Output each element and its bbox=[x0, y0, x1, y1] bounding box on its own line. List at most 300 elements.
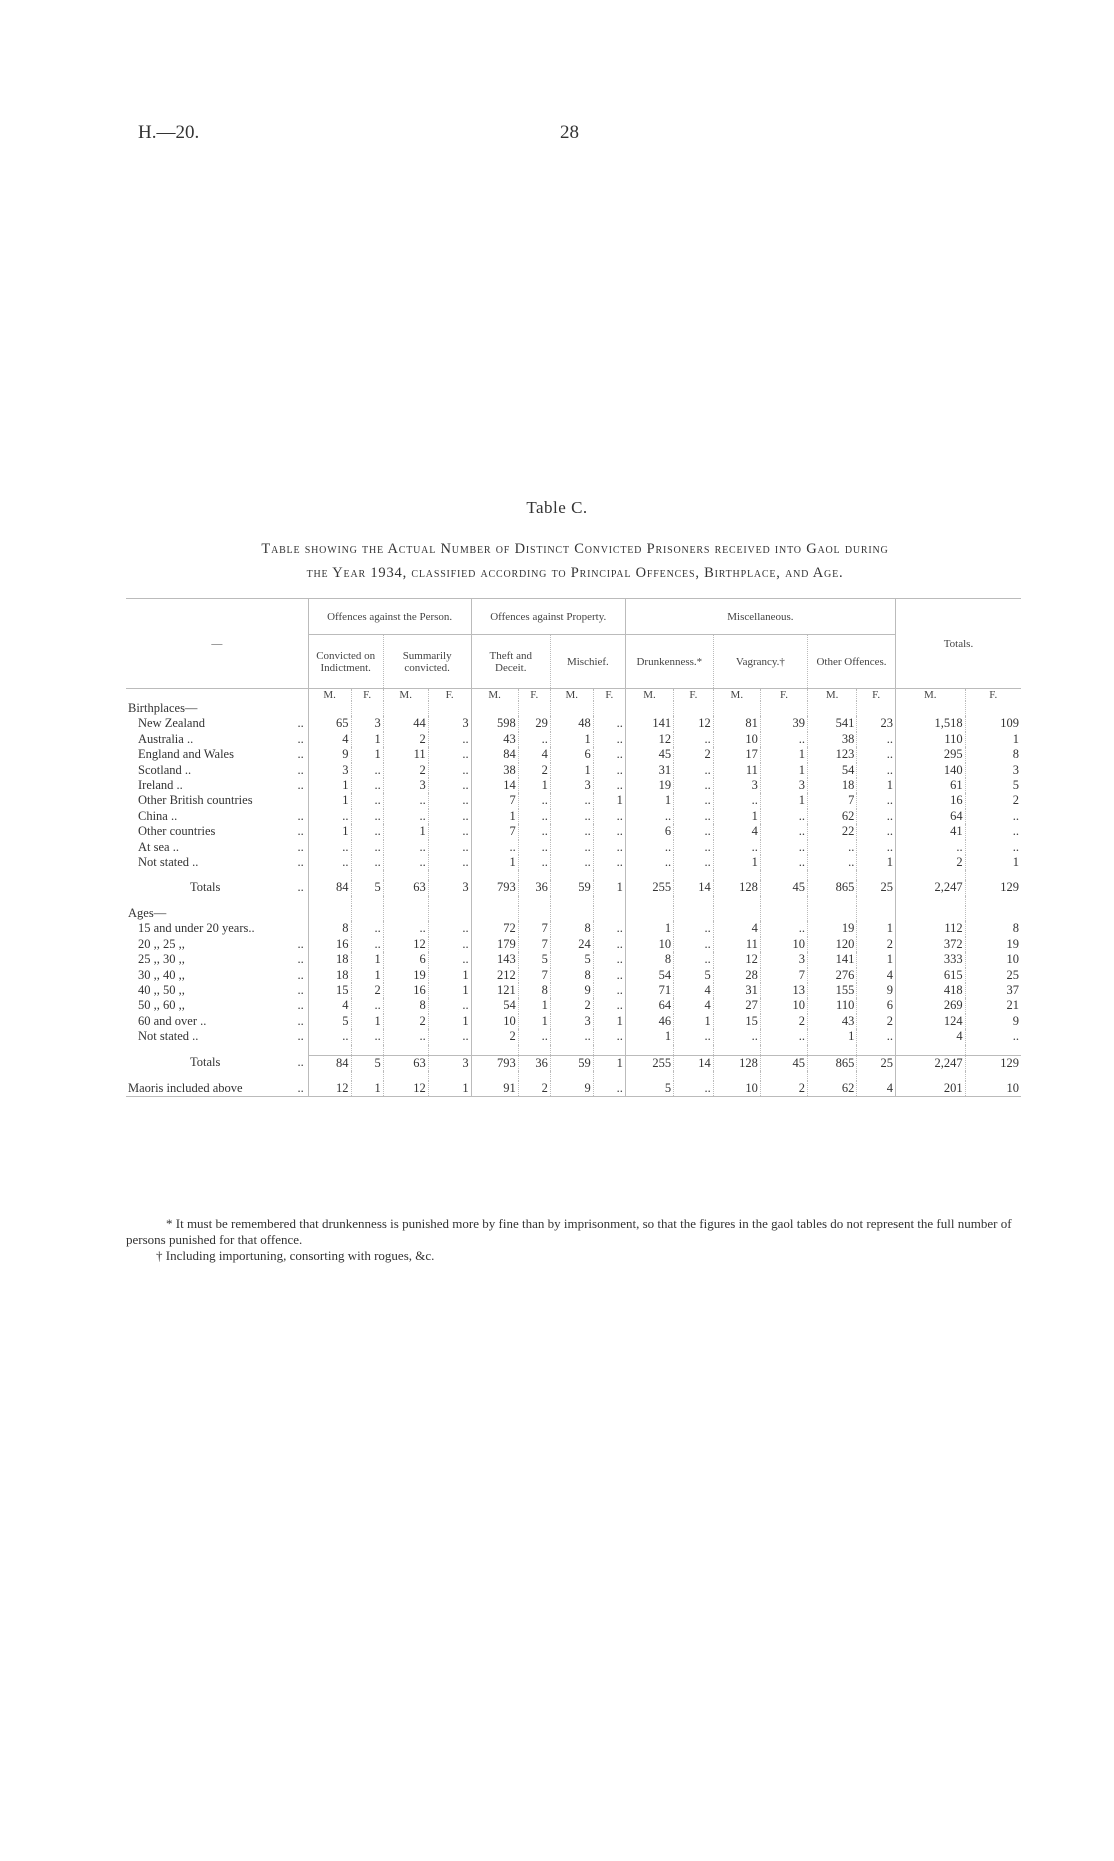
table-cell: 1 bbox=[351, 1014, 383, 1029]
table-cell: .. bbox=[965, 809, 1021, 824]
table-cell: 16 bbox=[895, 793, 965, 808]
empty-cell bbox=[593, 701, 625, 716]
table-cell: 1 bbox=[471, 855, 518, 870]
table-cell: 19 bbox=[383, 968, 428, 983]
empty-cell bbox=[808, 906, 857, 921]
table-cell: 9 bbox=[308, 747, 351, 762]
spacer-cell bbox=[674, 1045, 714, 1056]
table-cell: 121 bbox=[471, 983, 518, 998]
spacer-cell bbox=[550, 896, 593, 906]
table-cell: 7 bbox=[808, 793, 857, 808]
empty-cell bbox=[625, 906, 673, 921]
table-cell: .. bbox=[428, 809, 471, 824]
table-cell: .. bbox=[965, 824, 1021, 839]
empty-cell bbox=[308, 701, 351, 716]
table-cell: .. bbox=[428, 747, 471, 762]
table-cell: 269 bbox=[895, 998, 965, 1013]
table-cell: .. bbox=[625, 809, 673, 824]
spacer-cell bbox=[518, 1071, 550, 1081]
table-cell: .. bbox=[808, 855, 857, 870]
spacer-cell bbox=[308, 1045, 351, 1056]
table-cell: .. bbox=[625, 840, 673, 855]
table-cell: 4 bbox=[857, 1081, 896, 1097]
table-cell: 112 bbox=[895, 921, 965, 936]
row-label bbox=[126, 855, 308, 870]
spacer-cell bbox=[126, 870, 308, 880]
row-label bbox=[126, 921, 308, 936]
table-cell: 1 bbox=[857, 778, 896, 793]
empty-cell bbox=[674, 701, 714, 716]
table-cell: .. bbox=[471, 840, 518, 855]
table-cell: 2 bbox=[518, 763, 550, 778]
table-cell: 27 bbox=[713, 998, 760, 1013]
table-row bbox=[126, 952, 1021, 967]
row-label-text: 40 ,, 50 ,, bbox=[138, 982, 185, 997]
table-cell: 59 bbox=[550, 880, 593, 895]
table-cell: 29 bbox=[518, 716, 550, 731]
spacer-cell bbox=[471, 1045, 518, 1056]
table-cell: 10 bbox=[625, 937, 673, 952]
table-cell: .. bbox=[674, 952, 714, 967]
table-cell: 255 bbox=[625, 1055, 673, 1071]
sex-f-header: F. bbox=[428, 689, 471, 702]
table-cell: 1 bbox=[351, 968, 383, 983]
table-cell: .. bbox=[550, 1029, 593, 1044]
sub-theft-header: Theft and Deceit. bbox=[471, 635, 550, 689]
table-row bbox=[126, 968, 1021, 983]
table-cell: 8 bbox=[518, 983, 550, 998]
table-cell: 11 bbox=[383, 747, 428, 762]
table-cell: .. bbox=[760, 1029, 807, 1044]
row-label-text: 15 and under 20 years.. bbox=[138, 921, 255, 936]
table-cell: 64 bbox=[625, 998, 673, 1013]
table-cell: 4 bbox=[674, 998, 714, 1013]
table-cell: 45 bbox=[760, 880, 807, 895]
table-row bbox=[126, 921, 1021, 936]
table-row bbox=[126, 824, 1021, 839]
spacer-cell bbox=[760, 896, 807, 906]
empty-cell bbox=[471, 906, 518, 921]
table-cell: 17 bbox=[713, 747, 760, 762]
row-label bbox=[126, 952, 308, 967]
table-cell: 2 bbox=[895, 855, 965, 870]
table-cell: 1 bbox=[428, 1014, 471, 1029]
spacer-cell bbox=[428, 1045, 471, 1056]
group-totals-header: Totals. bbox=[895, 599, 1021, 689]
table-cell: .. bbox=[593, 747, 625, 762]
table-cell: 23 bbox=[857, 716, 896, 731]
spacer-cell bbox=[550, 870, 593, 880]
spacer-cell bbox=[895, 1045, 965, 1056]
spacer-cell bbox=[895, 1071, 965, 1081]
section-heading-row bbox=[126, 701, 1021, 716]
table-cell: 54 bbox=[471, 998, 518, 1013]
table-cell: .. bbox=[760, 840, 807, 855]
empty-cell bbox=[550, 701, 593, 716]
table-cell: 1 bbox=[428, 983, 471, 998]
table-cell: 1 bbox=[518, 998, 550, 1013]
table-cell: .. bbox=[428, 732, 471, 747]
table-caption bbox=[120, 537, 1030, 585]
table-cell: 16 bbox=[383, 983, 428, 998]
table-cell: 1,518 bbox=[895, 716, 965, 731]
table-cell: .. bbox=[518, 732, 550, 747]
spacer-cell bbox=[383, 896, 428, 906]
table-cell: .. bbox=[351, 763, 383, 778]
spacer-row bbox=[126, 870, 1021, 880]
table-cell: .. bbox=[760, 809, 807, 824]
spacer-cell bbox=[857, 1071, 896, 1081]
table-cell: 793 bbox=[471, 1055, 518, 1071]
spacer-cell bbox=[895, 896, 965, 906]
table-cell: 14 bbox=[674, 880, 714, 895]
table-row bbox=[126, 880, 1021, 895]
page-number: 28 bbox=[560, 122, 579, 143]
table-cell: 1 bbox=[857, 952, 896, 967]
table-cell: 201 bbox=[895, 1081, 965, 1097]
table-cell: 1 bbox=[351, 952, 383, 967]
table-cell: .. bbox=[593, 983, 625, 998]
table-cell: .. bbox=[593, 968, 625, 983]
table-cell: 43 bbox=[471, 732, 518, 747]
table-cell: 7 bbox=[518, 968, 550, 983]
table-row bbox=[126, 1081, 1021, 1097]
table-cell: 1 bbox=[674, 1014, 714, 1029]
table-cell: 295 bbox=[895, 747, 965, 762]
table-cell: 124 bbox=[895, 1014, 965, 1029]
table-cell: .. bbox=[674, 732, 714, 747]
table-cell: 2 bbox=[351, 983, 383, 998]
table-cell: .. bbox=[674, 937, 714, 952]
row-label bbox=[126, 824, 308, 839]
row-label-text: China .. bbox=[138, 808, 178, 823]
table-row bbox=[126, 793, 1021, 808]
table-cell: 14 bbox=[471, 778, 518, 793]
table-cell: 2 bbox=[674, 747, 714, 762]
row-label-text: At sea .. bbox=[138, 839, 179, 854]
empty-cell bbox=[760, 701, 807, 716]
spacer-cell bbox=[625, 1071, 673, 1081]
empty-cell bbox=[965, 906, 1021, 921]
table-cell: 37 bbox=[965, 983, 1021, 998]
table-cell: 4 bbox=[713, 824, 760, 839]
row-label bbox=[126, 1029, 308, 1044]
table-cell: 84 bbox=[308, 880, 351, 895]
table-cell: 333 bbox=[895, 952, 965, 967]
table-cell: .. bbox=[593, 937, 625, 952]
table-cell: 2 bbox=[760, 1081, 807, 1097]
table-cell: .. bbox=[518, 840, 550, 855]
table-cell: 3 bbox=[965, 763, 1021, 778]
table-cell: .. bbox=[760, 855, 807, 870]
table-cell: .. bbox=[550, 793, 593, 808]
table-cell: 372 bbox=[895, 937, 965, 952]
table-cell: .. bbox=[593, 855, 625, 870]
spacer-cell bbox=[550, 1071, 593, 1081]
table-cell: 7 bbox=[471, 824, 518, 839]
table-cell: 155 bbox=[808, 983, 857, 998]
table-cell: .. bbox=[308, 1029, 351, 1044]
table-cell: 140 bbox=[895, 763, 965, 778]
table-cell: 12 bbox=[713, 952, 760, 967]
table-row bbox=[126, 983, 1021, 998]
prisoners-table bbox=[126, 598, 1021, 1097]
table-cell: .. bbox=[308, 840, 351, 855]
spacer-cell bbox=[713, 896, 760, 906]
empty-cell bbox=[857, 701, 896, 716]
empty-cell bbox=[383, 906, 428, 921]
spacer-cell bbox=[965, 1045, 1021, 1056]
row-label-text: Other British countries bbox=[138, 793, 253, 808]
empty-cell bbox=[308, 906, 351, 921]
table-cell: .. bbox=[857, 1029, 896, 1044]
table-cell: 62 bbox=[808, 809, 857, 824]
table-cell: .. bbox=[674, 778, 714, 793]
empty-cell bbox=[471, 701, 518, 716]
table-cell: 39 bbox=[760, 716, 807, 731]
empty-cell bbox=[674, 906, 714, 921]
table-cell: 6 bbox=[857, 998, 896, 1013]
spacer-row bbox=[126, 1045, 1021, 1056]
spacer-cell bbox=[471, 870, 518, 880]
table-cell: 1 bbox=[351, 1081, 383, 1097]
table-cell: 2 bbox=[383, 763, 428, 778]
sub-drunkenness-header: Drunkenness.* bbox=[625, 635, 713, 689]
table-cell: 59 bbox=[550, 1055, 593, 1071]
table-cell: 18 bbox=[308, 968, 351, 983]
table-cell: 123 bbox=[808, 747, 857, 762]
table-cell: 8 bbox=[965, 747, 1021, 762]
table-cell: 25 bbox=[857, 1055, 896, 1071]
sub-other-header: Other Offences. bbox=[808, 635, 896, 689]
table-cell: 1 bbox=[760, 793, 807, 808]
table-cell: 38 bbox=[808, 732, 857, 747]
table-cell: .. bbox=[518, 809, 550, 824]
spacer-cell bbox=[518, 870, 550, 880]
table-cell: 5 bbox=[625, 1081, 673, 1097]
table-cell: 12 bbox=[308, 1081, 351, 1097]
table-cell: 45 bbox=[760, 1055, 807, 1071]
table-cell: 3 bbox=[760, 778, 807, 793]
table-row bbox=[126, 1029, 1021, 1044]
row-label bbox=[126, 937, 308, 952]
table-cell: 1 bbox=[471, 809, 518, 824]
spacer-cell bbox=[713, 1071, 760, 1081]
table-cell: .. bbox=[351, 840, 383, 855]
group-misc-header: Miscellaneous. bbox=[625, 599, 895, 635]
table-cell: 12 bbox=[383, 937, 428, 952]
table-cell: 5 bbox=[351, 1055, 383, 1071]
row-label-leader: .. bbox=[297, 1029, 304, 1044]
empty-cell bbox=[760, 906, 807, 921]
table-cell: .. bbox=[857, 732, 896, 747]
table-cell: .. bbox=[351, 809, 383, 824]
row-label-leader: .. bbox=[297, 1013, 304, 1028]
row-label-leader: .. bbox=[297, 747, 304, 762]
table-cell: 7 bbox=[760, 968, 807, 983]
row-label-leader: .. bbox=[297, 778, 304, 793]
table-header bbox=[126, 599, 1021, 702]
spacer-row bbox=[126, 1071, 1021, 1081]
table-cell: .. bbox=[713, 840, 760, 855]
row-label-leader: .. bbox=[297, 731, 304, 746]
table-cell: .. bbox=[383, 840, 428, 855]
table-cell: .. bbox=[550, 809, 593, 824]
table-cell: 63 bbox=[383, 880, 428, 895]
table-cell: .. bbox=[593, 1081, 625, 1097]
table-cell: 143 bbox=[471, 952, 518, 967]
spacer-cell bbox=[857, 1045, 896, 1056]
table-cell: 541 bbox=[808, 716, 857, 731]
table-row bbox=[126, 1014, 1021, 1029]
table-cell: .. bbox=[674, 840, 714, 855]
table-cell: 2 bbox=[760, 1014, 807, 1029]
table-row bbox=[126, 1055, 1021, 1071]
spacer-cell bbox=[518, 1045, 550, 1056]
table-cell: .. bbox=[428, 937, 471, 952]
table-cell: 3 bbox=[308, 763, 351, 778]
table-cell: .. bbox=[857, 747, 896, 762]
spacer-cell bbox=[593, 896, 625, 906]
group-property-header: Offences against Property. bbox=[471, 599, 625, 635]
table-cell: 12 bbox=[383, 1081, 428, 1097]
table-cell: 8 bbox=[308, 921, 351, 936]
spacer-cell bbox=[674, 870, 714, 880]
empty-cell bbox=[518, 906, 550, 921]
spacer-cell bbox=[808, 870, 857, 880]
table-row bbox=[126, 778, 1021, 793]
table-cell: 1 bbox=[808, 1029, 857, 1044]
table-cell: 2 bbox=[857, 937, 896, 952]
table-cell: .. bbox=[428, 1029, 471, 1044]
spacer-cell bbox=[625, 896, 673, 906]
spacer-cell bbox=[674, 896, 714, 906]
table-cell: 1 bbox=[550, 763, 593, 778]
table-cell: 4 bbox=[895, 1029, 965, 1044]
table-cell: 5 bbox=[550, 952, 593, 967]
table-cell: .. bbox=[965, 840, 1021, 855]
row-label-text: Totals bbox=[190, 1055, 221, 1070]
row-label-text: Australia .. bbox=[138, 731, 194, 746]
table-cell: .. bbox=[593, 809, 625, 824]
row-label-leader: .. bbox=[297, 808, 304, 823]
table-cell: .. bbox=[428, 998, 471, 1013]
table-title: Table C. bbox=[526, 498, 588, 517]
spacer-cell bbox=[126, 896, 308, 906]
table-cell: 4 bbox=[308, 732, 351, 747]
table-cell: 11 bbox=[713, 937, 760, 952]
table-cell: .. bbox=[674, 855, 714, 870]
sex-f-header: F. bbox=[674, 689, 714, 702]
sex-f-header: F. bbox=[965, 689, 1021, 702]
table-cell: 1 bbox=[550, 732, 593, 747]
spacer-cell bbox=[713, 870, 760, 880]
table-cell: .. bbox=[857, 793, 896, 808]
empty-cell bbox=[518, 701, 550, 716]
table-row bbox=[126, 855, 1021, 870]
table-cell: 1 bbox=[857, 855, 896, 870]
spacer-cell bbox=[308, 1071, 351, 1081]
row-label-text: England and Wales bbox=[138, 747, 234, 762]
table-row bbox=[126, 809, 1021, 824]
spacer-cell bbox=[471, 1071, 518, 1081]
sex-f-header: F. bbox=[760, 689, 807, 702]
table-cell: .. bbox=[593, 952, 625, 967]
table-cell: 45 bbox=[625, 747, 673, 762]
table-cell: 1 bbox=[760, 763, 807, 778]
table-cell: .. bbox=[625, 855, 673, 870]
table-cell: 865 bbox=[808, 1055, 857, 1071]
section-heading: Ages— bbox=[128, 905, 167, 920]
table-cell: .. bbox=[674, 824, 714, 839]
table-cell: 8 bbox=[965, 921, 1021, 936]
table-cell: 81 bbox=[713, 716, 760, 731]
sex-m-header: M. bbox=[308, 689, 351, 702]
row-label bbox=[126, 747, 308, 762]
table-cell: 44 bbox=[383, 716, 428, 731]
spacer-cell bbox=[126, 1045, 308, 1056]
table-cell: .. bbox=[351, 793, 383, 808]
spacer-cell bbox=[593, 1045, 625, 1056]
row-label-leader: .. bbox=[297, 716, 304, 731]
spacer-cell bbox=[550, 1045, 593, 1056]
spacer-cell bbox=[713, 1045, 760, 1056]
spacer-cell bbox=[308, 870, 351, 880]
table-cell: .. bbox=[428, 855, 471, 870]
table-cell: 2,247 bbox=[895, 880, 965, 895]
spacer-cell bbox=[965, 870, 1021, 880]
table-cell: 65 bbox=[308, 716, 351, 731]
table-cell: 276 bbox=[808, 968, 857, 983]
table-cell: 9 bbox=[550, 1081, 593, 1097]
table-cell: .. bbox=[351, 778, 383, 793]
table-cell: 1 bbox=[625, 921, 673, 936]
table-cell: .. bbox=[383, 921, 428, 936]
table-cell: .. bbox=[593, 778, 625, 793]
row-label-leader: .. bbox=[297, 839, 304, 854]
row-label-leader: .. bbox=[297, 982, 304, 997]
table-cell: 72 bbox=[471, 921, 518, 936]
table-cell: 5 bbox=[674, 968, 714, 983]
table-cell: 21 bbox=[965, 998, 1021, 1013]
table-cell: 15 bbox=[308, 983, 351, 998]
table-row bbox=[126, 716, 1021, 731]
spacer-cell bbox=[126, 1071, 308, 1081]
table-cell: 10 bbox=[713, 732, 760, 747]
spacer-cell bbox=[593, 870, 625, 880]
sex-m-header: M. bbox=[550, 689, 593, 702]
table-row bbox=[126, 763, 1021, 778]
table-cell: 4 bbox=[308, 998, 351, 1013]
table-cell: .. bbox=[383, 809, 428, 824]
table-cell: 6 bbox=[383, 952, 428, 967]
sex-m-header: M. bbox=[713, 689, 760, 702]
row-label-text: 30 ,, 40 ,, bbox=[138, 967, 185, 982]
table-cell: .. bbox=[351, 998, 383, 1013]
spacer-cell bbox=[760, 1071, 807, 1081]
table-cell: 1 bbox=[308, 793, 351, 808]
spacer-cell bbox=[808, 1071, 857, 1081]
table-cell: 1 bbox=[428, 1081, 471, 1097]
table-cell: 179 bbox=[471, 937, 518, 952]
sub-mischief-header: Mischief. bbox=[550, 635, 625, 689]
empty-cell bbox=[895, 906, 965, 921]
table-cell: 4 bbox=[713, 921, 760, 936]
table-cell: 84 bbox=[471, 747, 518, 762]
table-cell: 1 bbox=[625, 793, 673, 808]
table-cell: 1 bbox=[713, 855, 760, 870]
table-cell: 11 bbox=[713, 763, 760, 778]
